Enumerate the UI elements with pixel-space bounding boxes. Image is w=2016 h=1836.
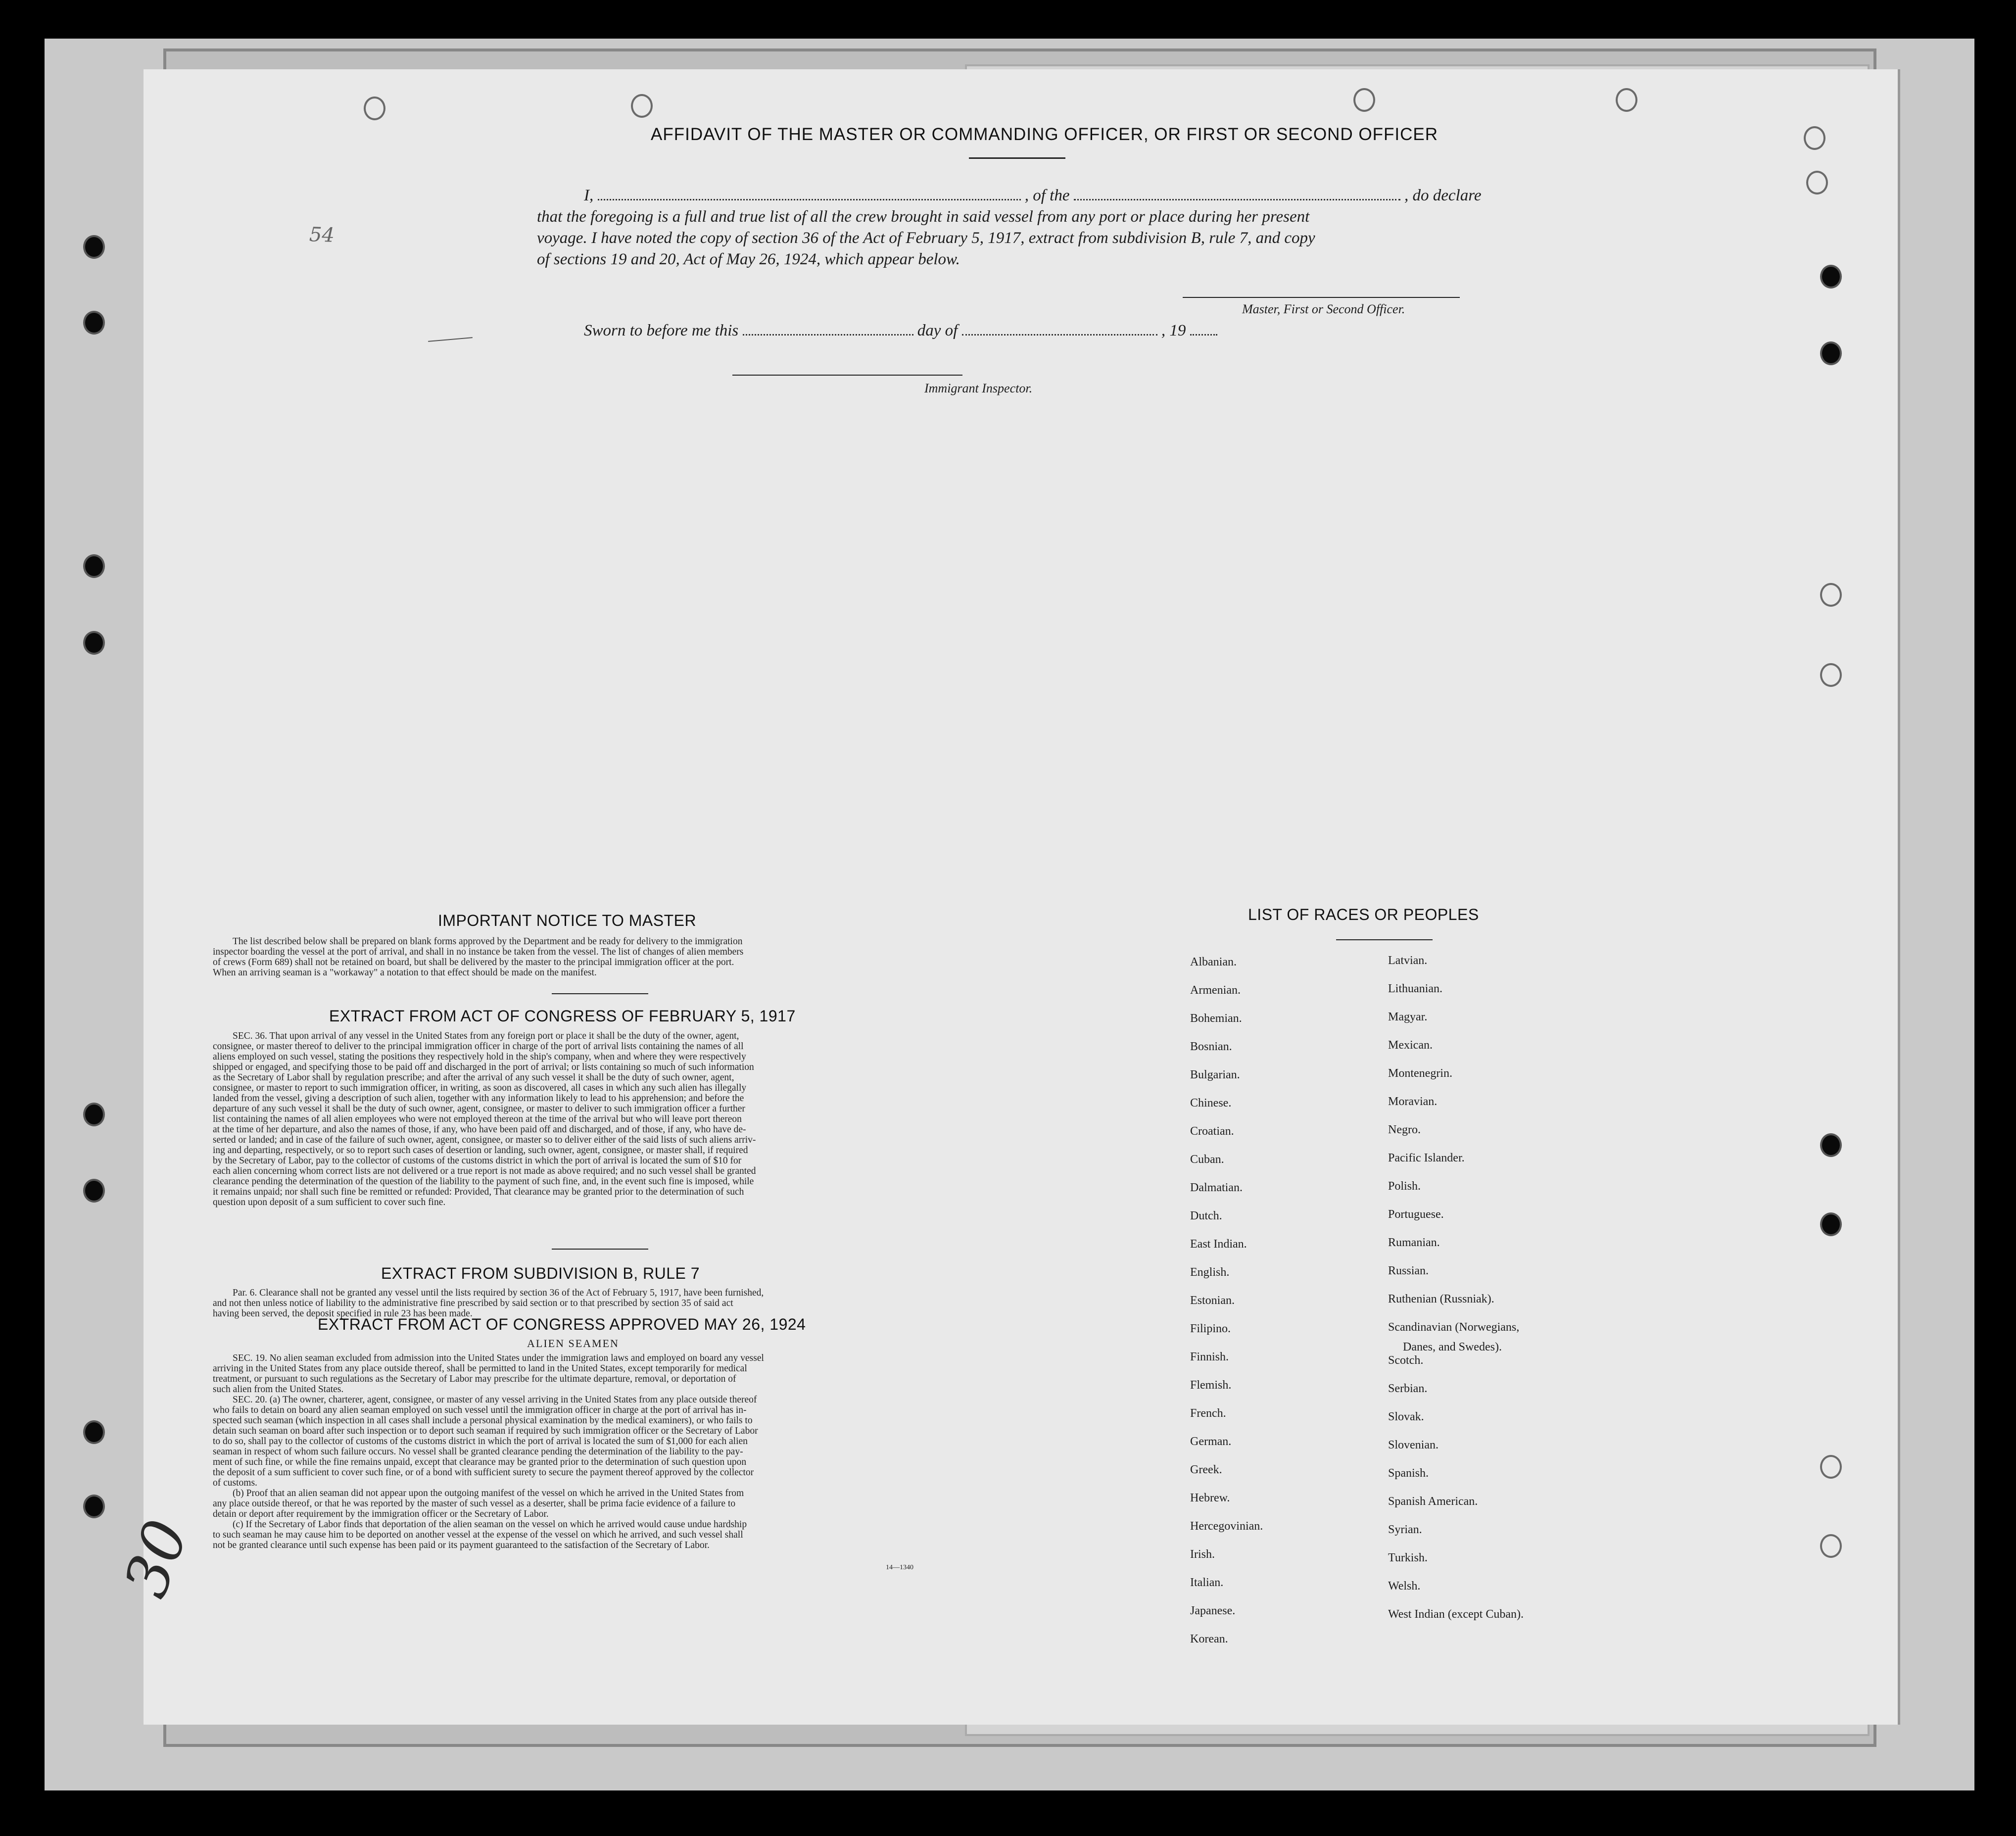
day-blank <box>743 322 913 336</box>
race-item: Rumanian. <box>1388 1236 1440 1249</box>
sec36-line: SEC. 36. That upon arrival of any vessel in the United States from any foreign port or place it shall be the duty of the owner, agent, <box>233 1031 739 1041</box>
notice-line: of crews (Form 689) shall not be retained on board, but shall be delivered by the master to the principal immigration officer at the port. <box>213 957 734 967</box>
affidavit-of-the: , of the <box>1024 187 1070 204</box>
race-item: Spanish American. <box>1388 1495 1478 1508</box>
race-item: Slovak. <box>1388 1410 1424 1423</box>
race-item: Russian. <box>1388 1264 1429 1277</box>
binder-hole <box>1820 583 1842 607</box>
binder-hole <box>83 1103 105 1126</box>
sec20-line: spected such seaman (which inspection in all cases shall include a personal physical examination by the medical examiners), or who fails to <box>213 1415 753 1426</box>
race-item: Welsh. <box>1388 1580 1421 1593</box>
affidavit-line-1 <box>584 187 1481 205</box>
binder-hole <box>83 311 105 335</box>
master-signature-line <box>1183 297 1460 298</box>
margin-handwriting: 30 <box>111 1511 202 1606</box>
race-item: Montenegrin. <box>1388 1067 1452 1080</box>
binder-hole <box>631 94 653 118</box>
race-item: Latvian. <box>1388 954 1428 967</box>
year-label: , 19 <box>1161 322 1186 339</box>
stamp-number: 54 <box>309 223 335 247</box>
binder-hole <box>83 1179 105 1203</box>
notice-title: IMPORTANT NOTICE TO MASTER <box>438 912 697 929</box>
divider <box>1336 939 1433 940</box>
sec20-line: of customs. <box>213 1478 257 1488</box>
inspector-signature-line <box>732 375 962 376</box>
rule7-line: and not then unless notice of liability to the administrative fine prescribed by said section or to that prescribed by section 35 of said act <box>213 1298 733 1308</box>
race-item: West Indian (except Cuban). <box>1388 1608 1524 1621</box>
extract-1924-text <box>213 1353 970 1550</box>
sec19-line: SEC. 19. No alien seaman excluded from admission into the United States under the immigration laws and employed on board any vessel <box>233 1353 764 1363</box>
notice-line: When an arriving seaman is a "workaway" a notation to that effect should be made on the manifest. <box>213 967 597 978</box>
race-item: Armenian. <box>1190 984 1241 997</box>
extract-1924-title: EXTRACT FROM ACT OF CONGRESS APPROVED MAY 26, 1924 <box>318 1315 806 1333</box>
race-item: Greek. <box>1190 1463 1222 1476</box>
year-blank <box>1190 322 1217 336</box>
sec36-line: shipped or engaged, and specifying those to be paid off and discharged in the port of arrival; or lists containing so much of such information <box>213 1062 754 1072</box>
sec36-line: aliens employed on such vessel, stating the positions they respectively hold in the ship's company, when and where they were respectively <box>213 1052 746 1062</box>
sec19-line: treatment, or pursuant to such regulations as the Secretary of Labor may prescribe for the ultimate departure, removal, or deportation of <box>213 1374 736 1384</box>
sec20-line: SEC. 20. (a) The owner, charterer, agent, consignee, or master of any vessel arriving in the United States from any place outside thereof <box>233 1395 757 1405</box>
race-item: Hercegovinian. <box>1190 1520 1263 1533</box>
race-item: Lithuanian. <box>1388 982 1442 995</box>
race-item: Scotch. <box>1388 1354 1424 1367</box>
race-item: Pacific Islander. <box>1388 1152 1465 1164</box>
race-item: Finnish. <box>1190 1351 1229 1363</box>
sec20b-line: any place outside thereof, or that he was reported by the master of such vessel as a deserter, shall be prima facie evidence of a failure to <box>213 1498 736 1509</box>
race-item: Italian. <box>1190 1576 1224 1589</box>
sec36-line: clearance pending the determination of the question of the liability to the payment of such fine, and, in the event such fine is imposed, while <box>213 1176 754 1187</box>
race-item: Negro. <box>1388 1123 1421 1136</box>
binder-hole <box>1804 126 1825 150</box>
divider <box>552 993 648 994</box>
race-item: Bohemian. <box>1190 1012 1242 1025</box>
race-item: Bosnian. <box>1190 1040 1232 1053</box>
race-item: Korean. <box>1190 1633 1228 1645</box>
sec20-line: who fails to detain on board any alien seaman employed on such vessel until the immigration officer in charge at the port of arrival has in- <box>213 1405 747 1415</box>
races-title: LIST OF RACES OR PEOPLES <box>1248 906 1479 923</box>
sec36-line: by the Secretary of Labor, pay to the collector of customs of the customs district in which the port of arrival is located the sum of $10 for <box>213 1156 742 1166</box>
binder-hole <box>1820 341 1842 365</box>
sec36-line: landed from the vessel, giving a description of such alien, together with any information likely to lead to his apprehension; and before the <box>213 1093 744 1104</box>
race-item: Albanian. <box>1190 956 1237 968</box>
sec19-line: such alien from the United States. <box>213 1384 344 1395</box>
race-item: Portuguese. <box>1388 1208 1444 1221</box>
manifest-page <box>144 69 1900 1725</box>
race-item: Danes, and Swedes). <box>1403 1341 1502 1353</box>
sec36-line: each alien concerning whom correct lists are not delivered or a true report is not made as above required; and no such vessel shall be granted <box>213 1166 756 1176</box>
race-item: English. <box>1190 1266 1230 1279</box>
binder-hole <box>1820 663 1842 687</box>
notice-line: inspector boarding the vessel at the port of arrival, and shall in no instance be taken from the vessel. The list of changes of alien members <box>213 947 744 957</box>
binder-hole <box>83 235 105 259</box>
binder-hole <box>1820 1212 1842 1236</box>
sec20-line: ment of such fine, or while the fine remains unpaid, except that clearance may be granted prior to the determination of such question upon <box>213 1457 747 1467</box>
race-item: Dalmatian. <box>1190 1181 1243 1194</box>
race-item: Spanish. <box>1388 1467 1429 1480</box>
sec20b-line: detain or deport after requirement by the immigration officer or the Secretary of Labor. <box>213 1509 549 1519</box>
notice-text <box>213 936 970 978</box>
notice-line: The list described below shall be prepared on blank forms approved by the Department and be ready for delivery to the immigration <box>233 936 743 947</box>
pencil-stroke <box>428 337 473 342</box>
race-item: Slovenian. <box>1388 1439 1439 1451</box>
sec19-line: arriving in the United States from any place outside thereof, shall be permitted to land in the United States, except temporarily for medical <box>213 1363 747 1374</box>
sec20c-line: to such seaman he may cause him to be deported on another vessel at the expense of the vessel on which he arrived, and such vessel shall <box>213 1530 743 1540</box>
race-item: Filipino. <box>1190 1322 1231 1335</box>
binder-hole <box>83 1420 105 1444</box>
race-item: Moravian. <box>1388 1095 1438 1108</box>
race-item: Cuban. <box>1190 1153 1224 1166</box>
rule7-title: EXTRACT FROM SUBDIVISION B, RULE 7 <box>381 1264 700 1282</box>
sec36-line: it remains unpaid; nor shall such fine be remitted or refunded: Provided, That clearance may be granted prior to the determination of such <box>213 1187 744 1197</box>
affidavit-line-3: voyage. I have noted the copy of section 36 of the Act of February 5, 1917, extract from subdivision B, rule 7, and copy <box>537 229 1315 247</box>
divider <box>552 1249 648 1250</box>
race-item: Serbian. <box>1388 1382 1428 1395</box>
title-rule <box>969 157 1065 159</box>
race-item: Magyar. <box>1388 1011 1428 1023</box>
affidavit-title: AFFIDAVIT OF THE MASTER OR COMMANDING OFFICER, OR FIRST OR SECOND OFFICER <box>651 125 1439 144</box>
race-item: Estonian. <box>1190 1294 1235 1307</box>
name-blank <box>598 187 1021 200</box>
binder-hole <box>83 554 105 578</box>
sec20-line: detain such seaman on board after such inspection or to deport such seaman if required by such immigration officer or the Secretary of Labor <box>213 1426 758 1436</box>
affidavit-do-declare: , do declare <box>1404 187 1482 204</box>
binder-hole <box>1820 1455 1842 1479</box>
binder-hole <box>1820 265 1842 289</box>
race-item: Ruthenian (Russniak). <box>1388 1293 1494 1305</box>
binder-hole <box>1820 1534 1842 1558</box>
sec36-line: list containing the names of all alien employees who were not employed thereon at the time of the arrival but who will leave port thereon <box>213 1114 742 1124</box>
rule7-text <box>213 1288 970 1319</box>
race-item: French. <box>1190 1407 1226 1420</box>
race-item: Croatian. <box>1190 1125 1234 1138</box>
sec36-line: departure of any such vessel it shall be the duty of such owner, agent, consignee, or master to deliver to such immigration officer a further <box>213 1104 745 1114</box>
sec36-line: as the Secretary of Labor shall by regulation prescribe; and after the arrival of any such vessel it shall be the duty of such owner, agent, <box>213 1072 734 1083</box>
rule7-line: having been served, the deposit specified in rule 23 has been made. <box>213 1308 473 1319</box>
binder-hole <box>1616 88 1637 112</box>
affidavit-i: I, <box>584 187 594 204</box>
race-item: Bulgarian. <box>1190 1068 1240 1081</box>
vessel-blank <box>1074 187 1400 200</box>
sec20c-line: not be granted clearance until such expense has been paid or its payment guaranteed to the satisfaction of the Secretary of Labor. <box>213 1540 710 1550</box>
race-item: Turkish. <box>1388 1551 1428 1564</box>
sec36-line: consignee, or master to report to such immigration officer, in writing, as soon as discovered, all cases in which any such alien has illegally <box>213 1083 747 1093</box>
day-of-label: day of <box>917 322 958 339</box>
sec20-line: the deposit of a sum sufficient to cover such fine, or of a bond with sufficient surety to secure the payment thereof approved by the collector <box>213 1467 754 1478</box>
race-item: Flemish. <box>1190 1379 1232 1392</box>
race-item: Scandinavian (Norwegians, <box>1388 1321 1520 1334</box>
sec36-line: consignee, or master thereof to deliver to the principal immigration officer in charge of the port of arrival lists containing the names of all <box>213 1041 744 1052</box>
race-item: Irish. <box>1190 1548 1215 1561</box>
race-item: Dutch. <box>1190 1209 1222 1222</box>
affidavit-line-2: that the foregoing is a full and true list of all the crew brought in said vessel from any port or place during her present <box>537 208 1310 226</box>
rule7-line: Par. 6. Clearance shall not be granted any vessel until the lists required by section 36 of the Act of February 5, 1917, have been furnished, <box>233 1288 764 1298</box>
extract-1917-title: EXTRACT FROM ACT OF CONGRESS OF FEBRUARY 5, 1917 <box>329 1007 796 1025</box>
race-item: Mexican. <box>1388 1039 1433 1052</box>
race-item: Syrian. <box>1388 1523 1422 1536</box>
sworn-line <box>584 322 1217 340</box>
inspector-caption: Immigrant Inspector. <box>924 381 1033 395</box>
extract-1917-text <box>213 1031 970 1208</box>
binder-hole <box>1820 1133 1842 1157</box>
alien-seamen-subtitle: ALIEN SEAMEN <box>527 1337 619 1350</box>
month-blank <box>962 322 1157 336</box>
sec36-line: question upon deposit of a sum sufficient to cover such fine. <box>213 1197 446 1208</box>
sec20-line: seaman in respect of whom such failure occurs. No vessel shall be granted clearance pending the determination of the liability to the pay- <box>213 1447 743 1457</box>
race-item: German. <box>1190 1435 1232 1448</box>
race-item: Polish. <box>1388 1180 1421 1193</box>
binder-hole <box>1353 88 1375 112</box>
sec20c-line: (c) If the Secretary of Labor finds that deportation of the alien seaman on the vessel on which he arrived would cause undue hardship <box>233 1519 747 1530</box>
binder-hole <box>364 97 385 120</box>
affidavit-line-4: of sections 19 and 20, Act of May 26, 1924, which appear below. <box>537 250 960 268</box>
race-item: East Indian. <box>1190 1238 1247 1251</box>
sec20b-line: (b) Proof that an alien seaman did not appear upon the outgoing manifest of the vessel on which he arrived in the United States from <box>233 1488 744 1498</box>
sec36-line: at the time of her departure, and also the names of those, if any, who have been paid off and discharged, and of those, if any, who have de- <box>213 1124 746 1135</box>
race-item: Japanese. <box>1190 1604 1236 1617</box>
sworn-label: Sworn to before me this <box>584 322 739 339</box>
race-item: Chinese. <box>1190 1097 1232 1110</box>
binder-hole <box>83 631 105 655</box>
binder-hole <box>1806 171 1828 194</box>
form-number: 14—1340 <box>886 1564 913 1571</box>
sec20-line: to do so, shall pay to the collector of customs of the customs district in which the port of arrival is located the sum of $1,000 for each alien <box>213 1436 748 1447</box>
sec36-line: ing and departing, respectively, or so to report such cases of desertion or landing, such owner, agent, consignee, or master shall, if required <box>213 1145 748 1156</box>
master-caption: Master, First or Second Officer. <box>1242 302 1405 316</box>
race-item: Hebrew. <box>1190 1492 1230 1504</box>
binder-hole <box>83 1495 105 1518</box>
sec36-line: serted or landed; and in case of the failure of such owner, agent, consignee, or master so to deliver either of the said lists of such aliens arriv- <box>213 1135 756 1145</box>
